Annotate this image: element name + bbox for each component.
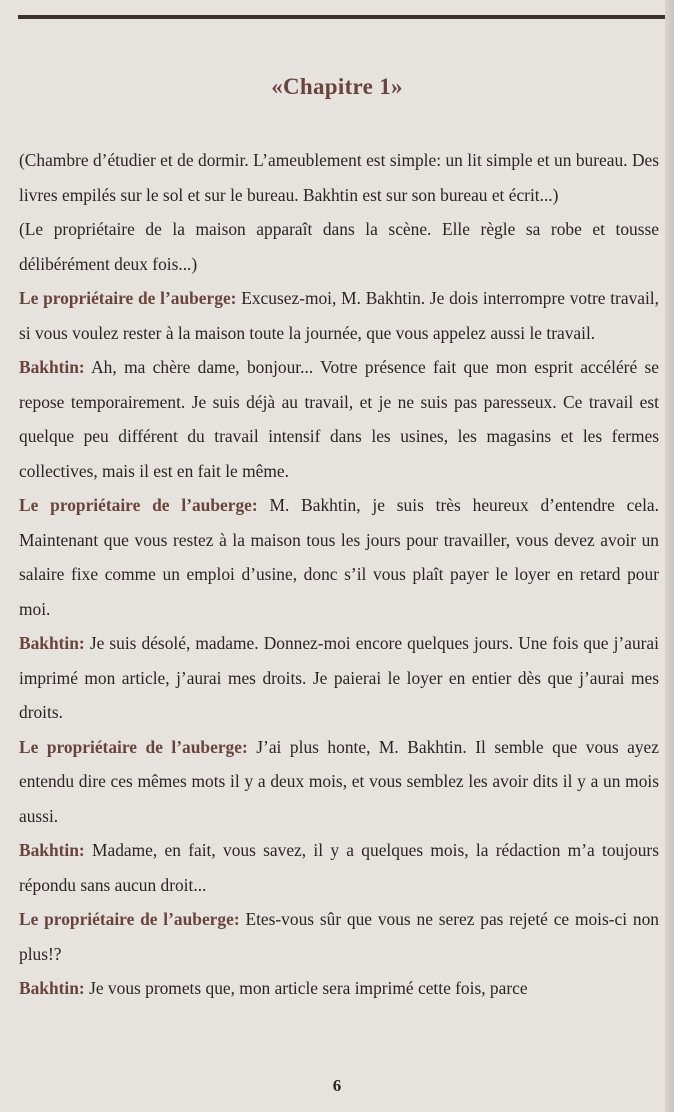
- speaker-name: Le propriétaire de l’auberge:: [19, 288, 237, 308]
- paragraph-text: Etes-vous sûr que vous ne serez pas rejeté ce mois-ci non plus!?: [19, 909, 660, 964]
- paragraph: [19, 971, 659, 1006]
- paragraph: [19, 212, 659, 281]
- speaker-name: Le propriétaire de l’auberge:: [19, 909, 240, 929]
- paragraph: [19, 488, 659, 626]
- paragraph: [19, 902, 659, 971]
- page-edge: [665, 0, 674, 1112]
- paragraph-text: Madame, en fait, vous savez, il y a quelques mois, la rédaction m’a toujours répondu sans aucun droit...: [19, 840, 659, 895]
- paragraph-text: (Chambre d’étudier et de dormir. L’ameublement est simple: un lit simple et un bureau. Des livres empilés sur le sol et sur le bureau. Bakhtin est sur son bureau et écrit...): [19, 150, 659, 205]
- paragraph-text: M. Bakhtin, je suis très heureux d’entendre cela. Maintenant que vous restez à la maison tous les jours pour travailler, vous devez avoir un salaire fixe comme un emploi d’usine, donc s’il vous plaît payer le loyer en retard pour moi.: [19, 495, 659, 619]
- paragraph: [19, 833, 659, 902]
- paragraph: [19, 730, 659, 834]
- speaker-name: Bakhtin:: [19, 357, 85, 377]
- chapter-title: «Chapitre 1»: [271, 74, 403, 99]
- speaker-name: Le propriétaire de l’auberge:: [19, 736, 248, 757]
- top-rule: [18, 15, 668, 19]
- page-body: [19, 143, 659, 1006]
- speaker-name: Le propriétaire de l’auberge:: [19, 495, 258, 515]
- speaker-name: Bakhtin:: [19, 840, 85, 860]
- page-number: 6: [332, 1076, 342, 1095]
- paragraph-text: (Le propriétaire de la maison apparaît dans la scène. Elle règle sa robe et tousse délibérément deux fois...): [19, 219, 659, 274]
- paragraph-text: Excusez-moi, M. Bakhtin. Je dois interrompre votre travail, si vous voulez rester à la maison toute la journée, que vous appelez aussi le travail.: [19, 288, 659, 343]
- paragraph-text: J’ai plus honte, M. Bakhtin. Il semble que vous ayez entendu dire ces mêmes mots il y a deux mois, et vous semblez les avoir dits il y a un mois aussi.: [19, 736, 659, 826]
- paragraph-text: Je suis désolé, madame. Donnez-moi encore quelques jours. Une fois que j’aurai imprimé mon article, j’aurai mes droits. Je paierai le loyer en entier dès que j’aurai mes droits.: [19, 633, 659, 722]
- paragraph-text: Je vous promets que, mon article sera imprimé cette fois, parce: [89, 978, 528, 998]
- paragraph: [19, 626, 659, 730]
- speaker-name: Bakhtin:: [19, 633, 85, 653]
- paragraph: [19, 281, 659, 350]
- speaker-name: Bakhtin:: [19, 978, 85, 998]
- paragraph: [19, 143, 659, 212]
- paragraph-text: Ah, ma chère dame, bonjour... Votre présence fait que mon esprit accéléré se repose temporairement. Je suis déjà au travail, et je ne suis pas paresseux. Ce travail est quelque peu différent du travail intensif dans les usines, les magasins et les fermes collectives, mais il est en fait le même.: [19, 357, 659, 481]
- paragraph: [19, 350, 659, 488]
